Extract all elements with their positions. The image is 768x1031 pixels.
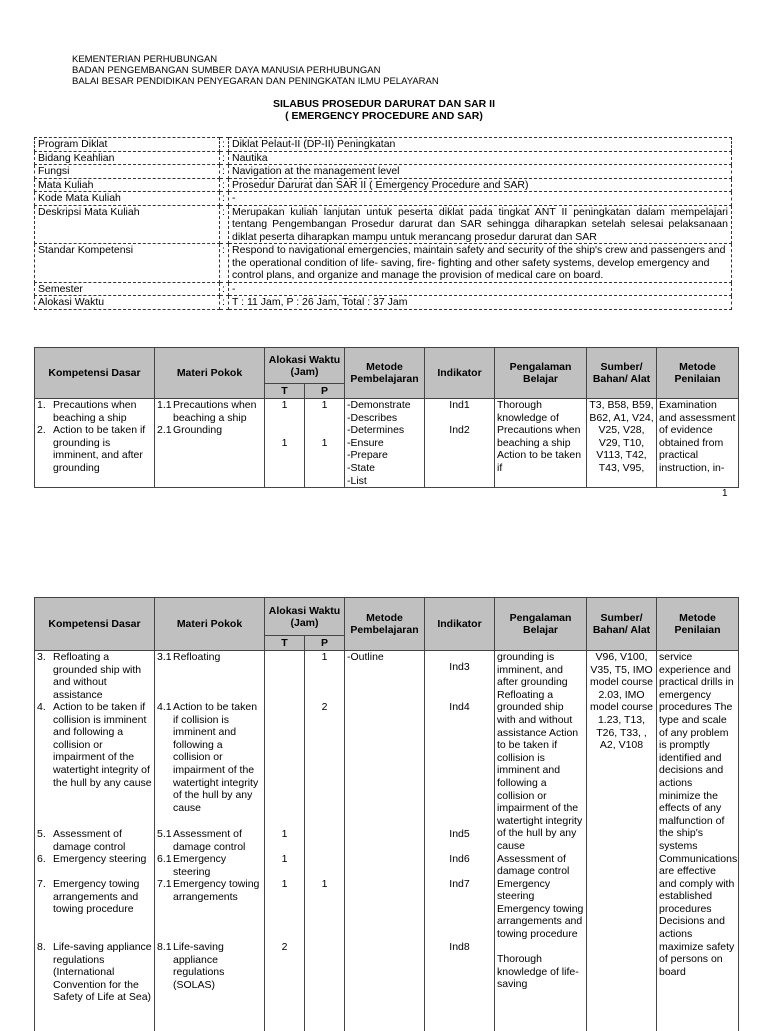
info-value: - bbox=[229, 192, 732, 206]
list-item: 1.1 Precautions when beaching a ship bbox=[157, 399, 257, 424]
metode-item: -State bbox=[347, 461, 376, 474]
list-item: 3. Refloating a grounded ship with and without assistance bbox=[37, 651, 142, 701]
info-label: Standar Kompetensi bbox=[35, 244, 220, 283]
metode-item: -List bbox=[347, 474, 367, 487]
info-separator: : bbox=[220, 151, 229, 165]
pengalaman-cell: grounding is imminent, and after grounding Refloating a grounded ship with and without assistance Action to be taken if collision is imminent and following a collision or impairment of the watertight integrity of the hull by any cause Assessment of damage control Emergency steering Emergency towing arrangements and towing procedure Thorough knowledge of life-saving bbox=[495, 651, 587, 1031]
info-label: Mata Kuliah bbox=[35, 178, 220, 192]
list-item: 4. Action to be taken if collision is imminent and following a collision or impairment of the watertight integrity of the hull by any cause bbox=[37, 701, 152, 789]
col-header-t: T bbox=[265, 636, 305, 651]
list-item: 6.1 Emergency steering bbox=[157, 853, 227, 878]
col-header-materi: Materi Pokok bbox=[155, 348, 265, 399]
col-header-metode: Metode Pembelajaran bbox=[345, 348, 425, 399]
col-header-alokasi: Alokasi Waktu (Jam) bbox=[265, 348, 345, 384]
page-number: 1 bbox=[722, 488, 728, 499]
metode-item: -Prepare bbox=[347, 449, 388, 462]
list-item: 5.1 Assessment of damage control bbox=[157, 828, 246, 853]
info-value: T : 11 Jam, P : 26 Jam, Total : 37 Jam bbox=[229, 296, 732, 310]
info-row bbox=[35, 178, 732, 192]
info-separator: : bbox=[220, 192, 229, 206]
metode-item: -Determines bbox=[347, 424, 405, 437]
metode-item: -Describes bbox=[347, 411, 398, 424]
materi-cell bbox=[155, 399, 265, 488]
col-header-alokasi: Alokasi Waktu (Jam) bbox=[265, 598, 345, 636]
info-label: Fungsi bbox=[35, 165, 220, 179]
info-separator: : bbox=[220, 178, 229, 192]
document-title: SILABUS PROSEDUR DARURAT DAN SAR II bbox=[272, 98, 496, 110]
list-item: 8.1 Life-saving appliance regulations (SOLAS) bbox=[157, 941, 225, 991]
list-item: 2.1 Grounding bbox=[157, 424, 223, 437]
info-value: Respond to navigational emergencies, maintain safety and security of the ship's crew and passengers and the operational condition of life- saving, fire- fighting and other safety systems, develop emergency and control plans, and organize and manage the provision of medical care on board. bbox=[229, 244, 732, 283]
col-header-materi: Materi Pokok bbox=[155, 598, 265, 651]
info-row bbox=[35, 244, 732, 283]
info-row bbox=[35, 138, 732, 152]
info-label: Semester bbox=[35, 282, 220, 296]
list-item: 1. Precautions when beaching a ship bbox=[37, 399, 137, 424]
col-header-penilaian: Metode Penilaian bbox=[657, 348, 739, 399]
list-item: 7.1 Emergency towing arrangements bbox=[157, 878, 260, 903]
sumber-cell: T3, B58, B59, B62, A1, V24, V25, V28, V29, T10, V113, T42, T43, V95, bbox=[587, 399, 657, 488]
col-header-kompetensi: Kompetensi Dasar bbox=[35, 598, 155, 651]
info-row bbox=[35, 192, 732, 206]
info-label: Kode Mata Kuliah bbox=[35, 192, 220, 206]
col-header-t: T bbox=[265, 384, 305, 399]
info-label: Deskripsi Mata Kuliah bbox=[35, 205, 220, 244]
info-separator: : bbox=[220, 205, 229, 244]
info-value: Navigation at the management level bbox=[229, 165, 732, 179]
list-item: 8. Life-saving appliance regulations (International Convention for the Safety of Life at Sea) bbox=[37, 941, 152, 1004]
t-hours-cell: 1 1 bbox=[265, 399, 305, 488]
info-separator: : bbox=[220, 165, 229, 179]
info-value: Prosedur Darurat dan SAR II ( Emergency Procedure and SAR) bbox=[229, 178, 732, 192]
penilaian-cell: service experience and practical drills in emergency procedures The type and scale of any problem is promptly identified and decisions and actions minimize the effects of any malfunction of the ship's systems Communications are effective and comply with established procedures Decisions and actions maximize safety of persons on board bbox=[657, 651, 739, 1031]
indikator-cell: Ind1 Ind2 bbox=[425, 399, 495, 488]
info-label: Alokasi Waktu bbox=[35, 296, 220, 310]
document-subtitle: ( EMERGENCY PROCEDURE AND SAR) bbox=[285, 110, 483, 122]
sumber-cell: V96, V100, V35, T5, IMO model course 2.03, IMO model course 1.23, T13, T26, T33, , A2, V108 bbox=[587, 651, 657, 1031]
list-item: 7. Emergency towing arrangements and towing procedure bbox=[37, 878, 140, 916]
info-label: Program Diklat bbox=[35, 138, 220, 152]
info-separator: : bbox=[220, 138, 229, 152]
col-header-indikator: Indikator bbox=[425, 598, 495, 651]
table-row bbox=[35, 399, 739, 488]
ministry-name: KEMENTERIAN PERHUBUNGAN bbox=[72, 54, 218, 65]
info-label: Bidang Keahlian bbox=[35, 151, 220, 165]
metode-item: -Demonstrate bbox=[347, 399, 411, 411]
info-value: - bbox=[229, 282, 732, 296]
col-header-pengalaman: Pengalaman Belajar bbox=[495, 598, 587, 651]
syllabus-table-page1 bbox=[34, 347, 739, 488]
metode-item: -Ensure bbox=[347, 436, 384, 449]
materi-cell bbox=[155, 651, 265, 1031]
col-header-p: P bbox=[305, 384, 345, 399]
metode-cell bbox=[345, 399, 425, 488]
col-header-sumber: Sumber/ Bahan/ Alat bbox=[587, 598, 657, 651]
list-item: 5. Assessment of damage control bbox=[37, 828, 126, 853]
course-info-table bbox=[34, 137, 732, 310]
info-value: Nautika bbox=[229, 151, 732, 165]
col-header-metode: Metode Pembelajaran bbox=[345, 598, 425, 651]
table-row bbox=[35, 651, 739, 1031]
info-value: Merupakan kuliah lanjutan untuk peserta diklat pada tingkat ANT II peningkatan dalam mempelajari tentang Pengembangan Prosedur darurat dan SAR sehingga diharapkan setelah selesai pelaksanaan diklat peserta diharapkan mampu untuk merancang prosedur darurat dan SAR bbox=[229, 205, 732, 244]
metode-cell: -Outline bbox=[345, 651, 425, 1031]
col-header-kompetensi: Kompetensi Dasar bbox=[35, 348, 155, 399]
info-value: Diklat Pelaut-II (DP-II) Peningkatan bbox=[229, 138, 732, 152]
agency-name: BADAN PENGEMBANGAN SUMBER DAYA MANUSIA PERHUBUNGAN bbox=[72, 65, 381, 76]
list-item: 6. Emergency steering bbox=[37, 853, 147, 865]
info-row bbox=[35, 165, 732, 179]
indikator-cell: Ind3 Ind4 Ind5 Ind6 Ind7 Ind8 bbox=[425, 651, 495, 1031]
kompetensi-cell bbox=[35, 399, 155, 488]
syllabus-table-page2 bbox=[34, 597, 739, 1031]
col-header-indikator: Indikator bbox=[425, 348, 495, 399]
list-item: 3.1 Refloating bbox=[157, 651, 221, 663]
info-separator: : bbox=[220, 282, 229, 296]
col-header-p: P bbox=[305, 636, 345, 651]
p-hours-cell: 1 1 bbox=[305, 399, 345, 488]
info-row bbox=[35, 205, 732, 244]
col-header-penilaian: Metode Penilaian bbox=[657, 598, 739, 651]
list-item: 4.1 Action to be taken if collision is imminent and following a collision or impairment of the watertight integrity of the hull by any cause bbox=[157, 701, 259, 814]
p-hours-cell: 1 2 1 bbox=[305, 651, 345, 1031]
list-item: 2. Action to be taken if grounding is imminent, and after grounding bbox=[37, 424, 146, 474]
info-row bbox=[35, 282, 732, 296]
info-row bbox=[35, 296, 732, 310]
institute-name: BALAI BESAR PENDIDIKAN PENYEGARAN DAN PENINGKATAN ILMU PELAYARAN bbox=[72, 76, 439, 87]
penilaian-cell: Examination and assessment of evidence obtained from practical instruction, in- bbox=[657, 399, 739, 488]
institution-header bbox=[72, 54, 439, 87]
info-separator: : bbox=[220, 296, 229, 310]
info-row bbox=[35, 151, 732, 165]
t-hours-cell: 1 1 1 2 bbox=[265, 651, 305, 1031]
col-header-pengalaman: Pengalaman Belajar bbox=[495, 348, 587, 399]
pengalaman-cell: Thorough knowledge of Precautions when beaching a ship Action to be taken if bbox=[495, 399, 587, 488]
kompetensi-cell bbox=[35, 651, 155, 1031]
col-header-sumber: Sumber/ Bahan/ Alat bbox=[587, 348, 657, 399]
info-separator: : bbox=[220, 244, 229, 283]
